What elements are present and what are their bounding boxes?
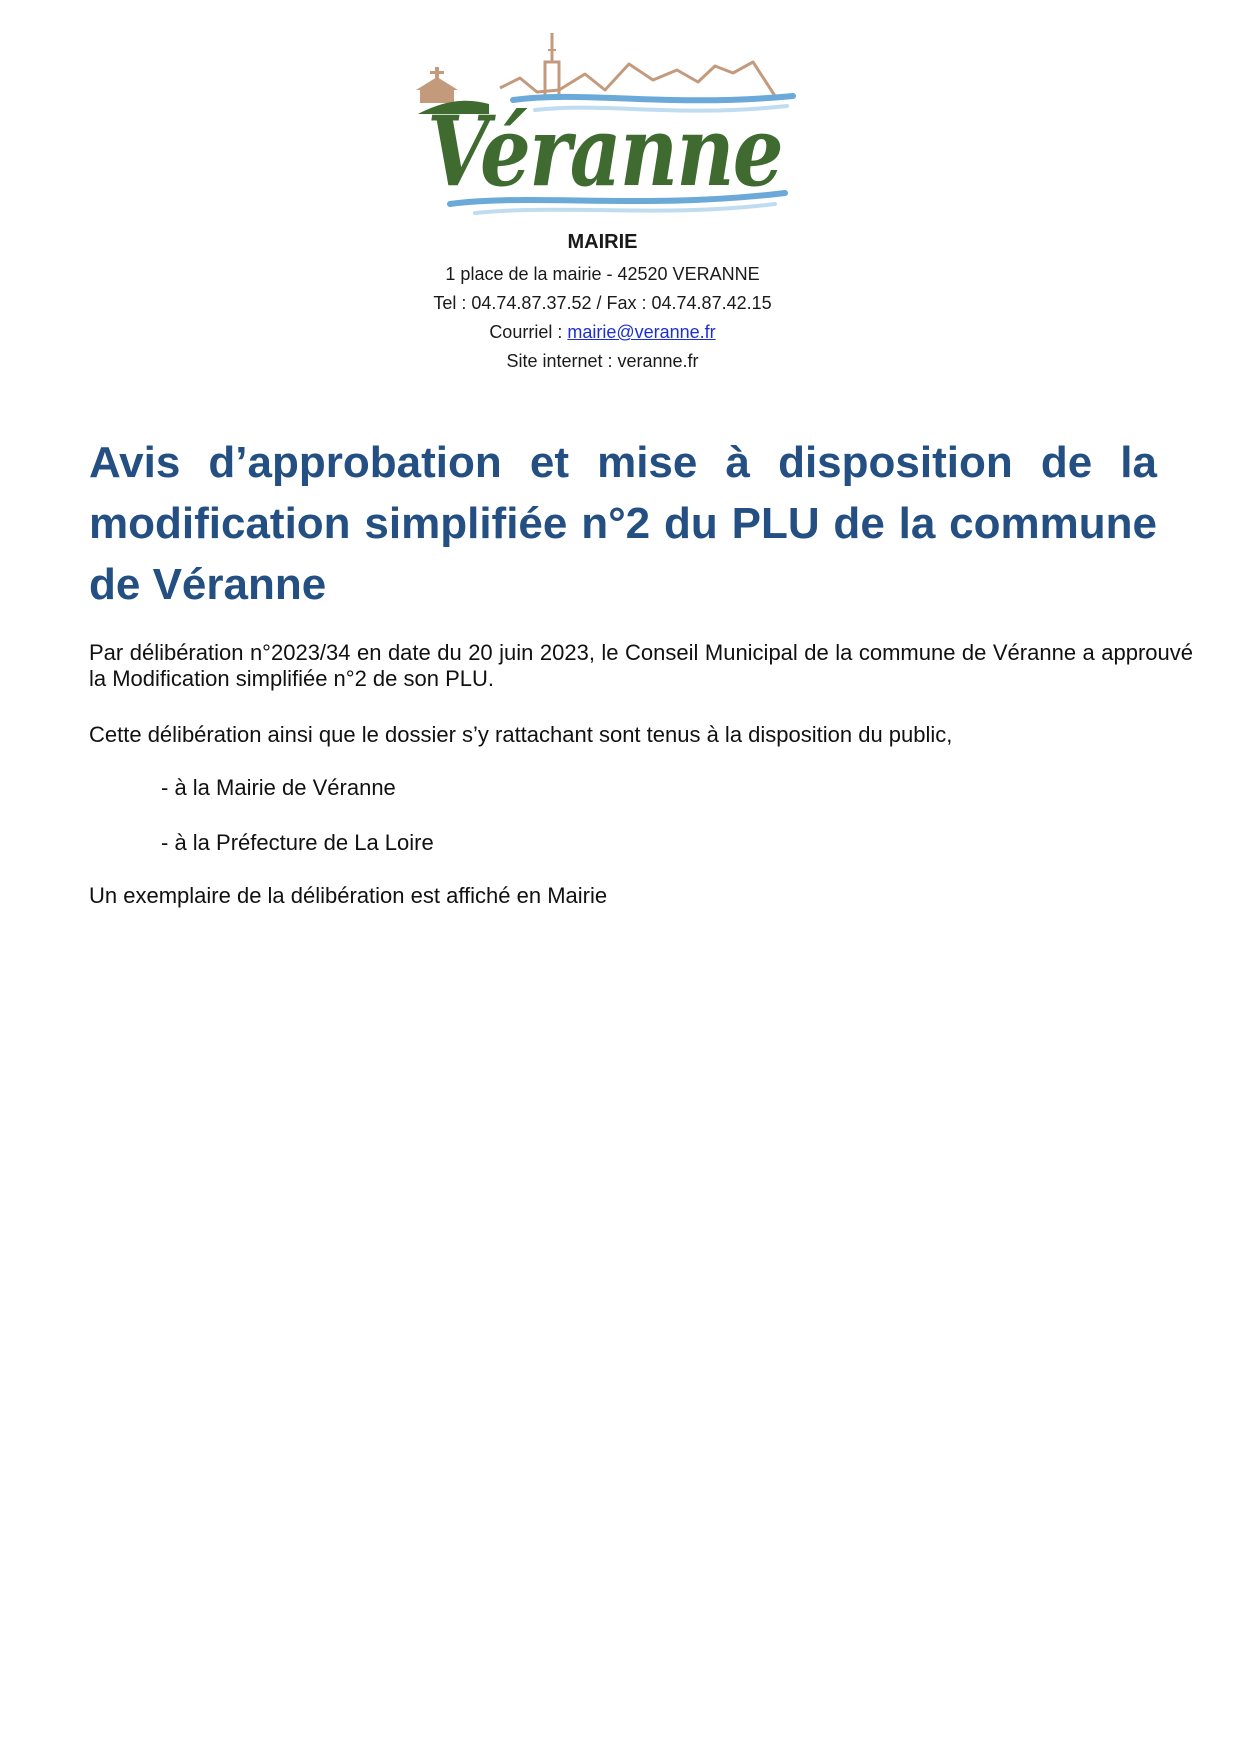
email-label: Courriel : <box>489 322 568 342</box>
closing-paragraph: Un exemplaire de la délibération est affiché en Mairie <box>89 883 608 908</box>
phone-fax-line: Tel : 04.74.87.37.52 / Fax : 04.74.87.42.15 <box>433 293 772 313</box>
notice-body <box>89 640 1193 909</box>
email-link[interactable]: mairie@veranne.fr <box>567 322 716 342</box>
address-line: 1 place de la mairie - 42520 VERANNE <box>445 264 760 284</box>
location-item-prefecture: - à la Préfecture de La Loire <box>161 830 434 855</box>
logo-wordmark: Véranne <box>427 95 782 208</box>
location-item-mairie: - à la Mairie de Véranne <box>161 775 396 800</box>
availability-paragraph: Cette délibération ainsi que le dossier s’y rattachant sont tenus à la disposition du public, <box>89 722 953 747</box>
contact-block <box>0 228 1205 376</box>
website-line: Site internet : veranne.fr <box>506 351 699 371</box>
notice-title: Avis d’approbation et mise à disposition de la modification simplifiée n°2 du PLU de la commune de Véranne <box>89 438 1157 609</box>
deliberation-paragraph: Par délibération n°2023/34 en date du 20 juin 2023, le Conseil Municipal de la commune de Véranne a approuvé la Modification simplifiée n°2 de son PLU. <box>89 640 1193 691</box>
logo-church-tower-icon <box>545 33 559 96</box>
logo-mountains-icon <box>500 62 775 96</box>
veranne-logo <box>415 28 800 218</box>
email-line <box>0 318 1205 347</box>
organization-name: MAIRIE <box>567 231 638 253</box>
